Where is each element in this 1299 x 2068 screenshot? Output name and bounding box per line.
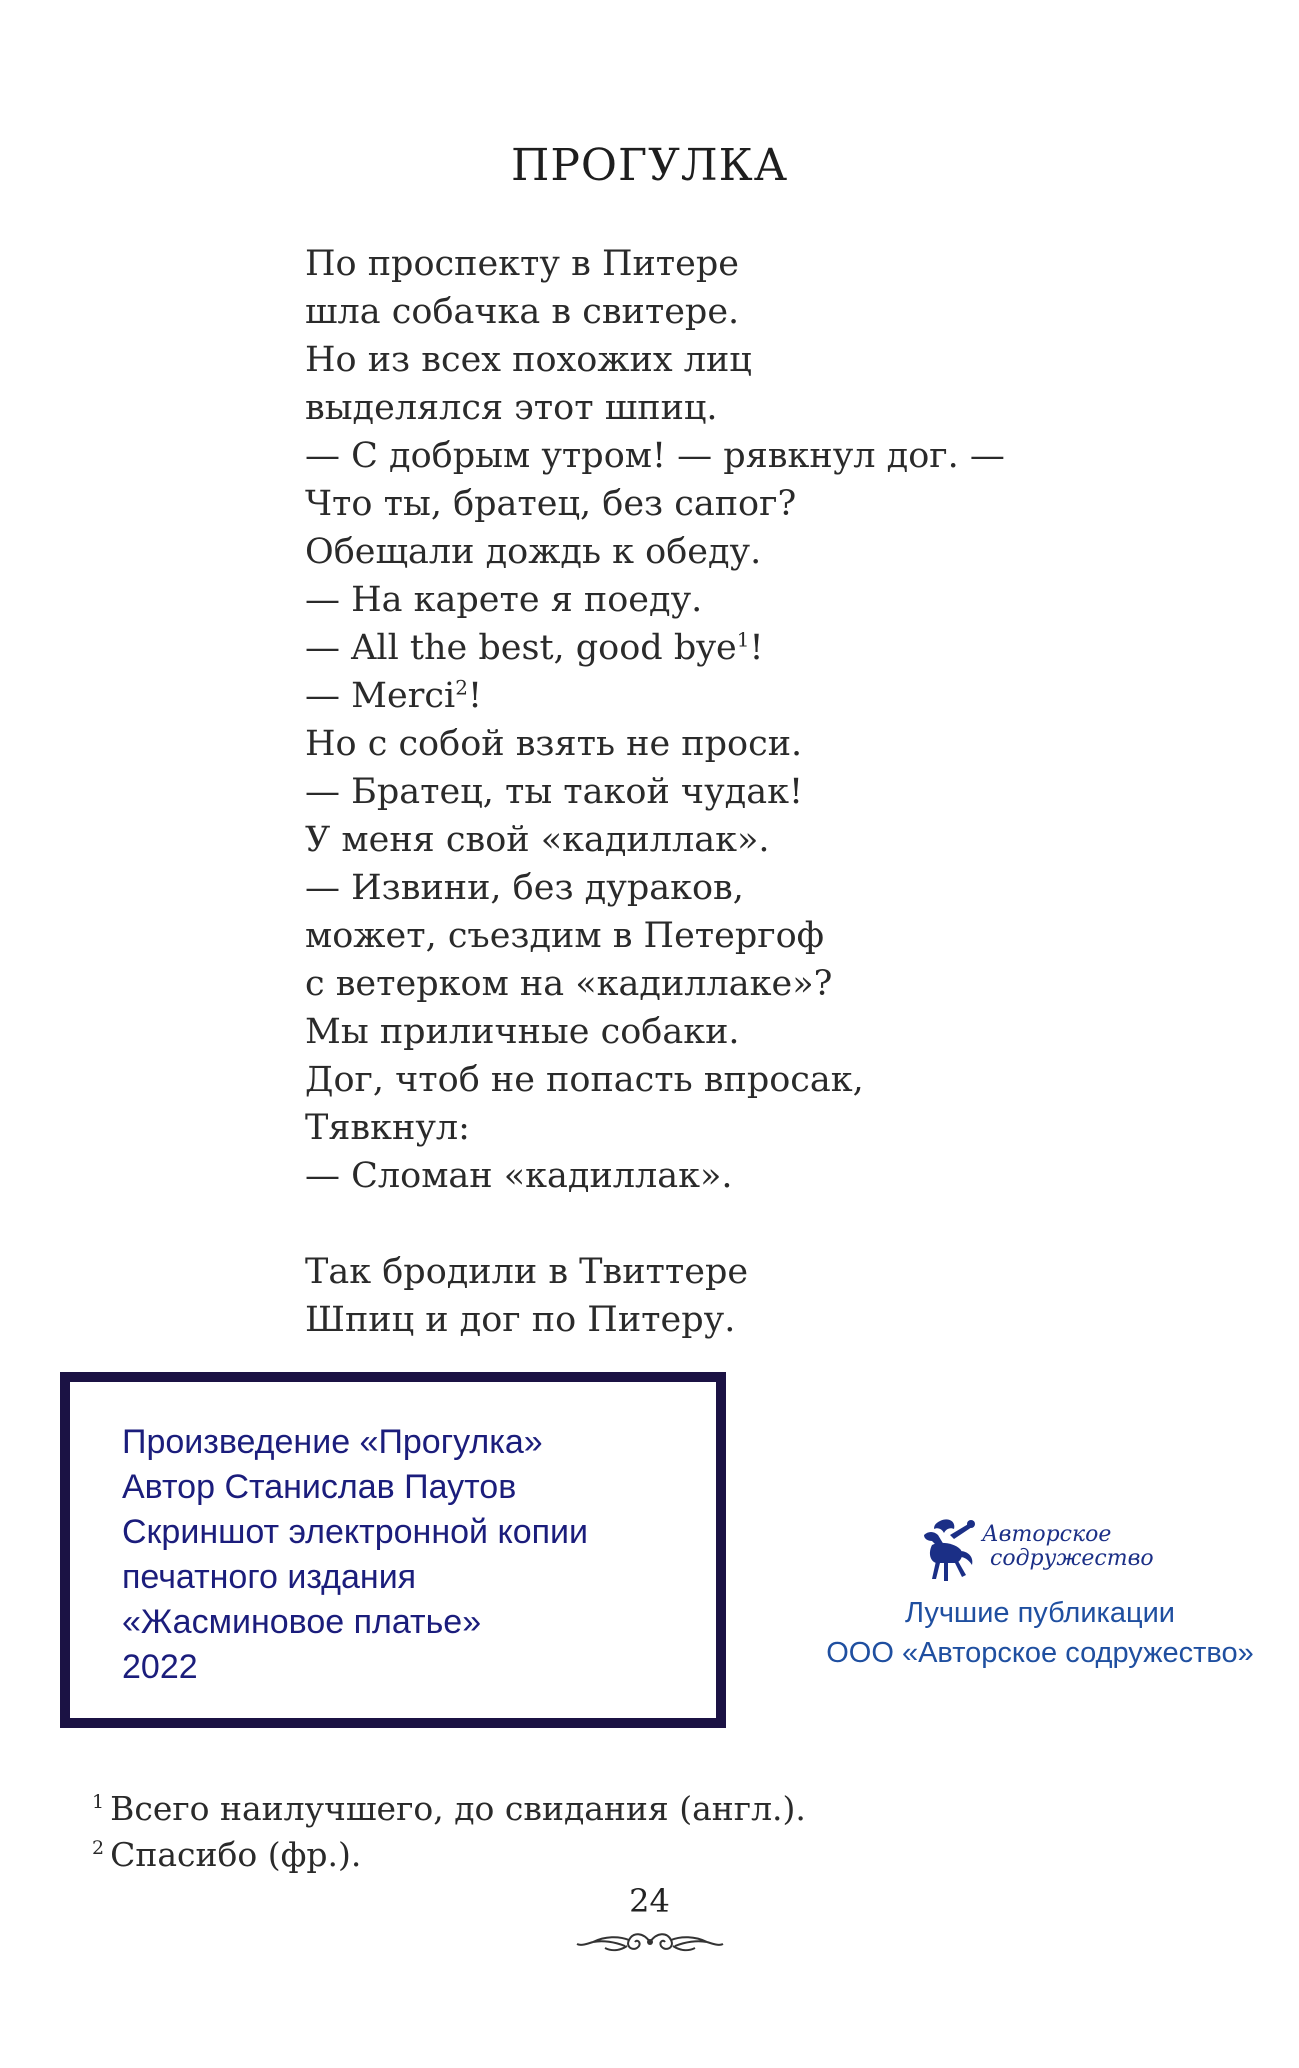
credit-screenshot-note: Скриншот электронной копии <box>122 1513 589 1551</box>
poem-line-text: — All the best, good bye <box>305 628 737 668</box>
poem-line: Шпиц и дог по Питеру. <box>305 1300 736 1340</box>
credit-author: Автор Станислав Паутов <box>122 1468 517 1506</box>
poem-line: Дог, чтоб не попасть впросак, <box>305 1060 864 1100</box>
poem-line: Что ты, братец, без сапог? <box>305 484 797 524</box>
logo-text-line: содружество <box>990 1546 1154 1571</box>
publisher-logo[interactable] <box>910 1515 1170 1587</box>
poem-line: — С добрым утром! — рявкнул дог. — <box>305 436 1005 476</box>
poem-line: выделялся этот шпиц. <box>305 388 718 428</box>
poem-body <box>305 240 1205 1344</box>
poem-line-text: — Merci <box>305 676 456 716</box>
poem-line-tail: ! <box>749 628 764 668</box>
poem-line: с ветерком на «кадиллаке»? <box>305 964 833 1004</box>
poem-line: По проспекту в Питере <box>305 244 739 284</box>
poem-line: Но из всех похожих лиц <box>305 340 752 380</box>
poem-line: — Извини, без дураков, <box>305 868 744 908</box>
page-number: 24 <box>629 1882 670 1920</box>
poem-line: — На карете я поеду. <box>305 580 703 620</box>
footnote-text: Всего наилучшего, до свидания (англ.). <box>110 1789 806 1828</box>
footnote-item <box>92 1832 1192 1878</box>
poem-line: У меня свой «кадиллак». <box>305 820 770 860</box>
footnote-number: 1 <box>92 1791 105 1813</box>
publisher-logo-text <box>982 1523 1154 1571</box>
publisher-name: ООО «Авторское содружество» <box>826 1637 1254 1669</box>
credit-edition-note: печатного издания <box>122 1558 417 1596</box>
poem-title: ПРОГУЛКА <box>510 140 789 191</box>
stanza-break <box>305 1200 1205 1248</box>
poem-line: шла собачка в свитере. <box>305 292 740 332</box>
credit-book-title: «Жасминовое платье» <box>122 1603 482 1641</box>
poem-line: Так бродили в Твиттере <box>305 1252 749 1292</box>
poem-line-with-footnote-1 <box>305 624 1205 672</box>
poem-line: Тявкнул: <box>305 1108 470 1148</box>
footnote-number: 2 <box>92 1837 105 1859</box>
poem-line-with-footnote-2 <box>305 672 1205 720</box>
credit-work-title: Произведение «Прогулка» <box>122 1423 543 1461</box>
credit-box <box>60 1372 726 1728</box>
poem-line: Но с собой взять не проси. <box>305 724 803 764</box>
logo-text-line: Авторское <box>982 1522 1112 1547</box>
footnote-marker[interactable]: 2 <box>455 675 468 700</box>
footnote-item <box>92 1786 1192 1832</box>
poem-line: Обещали дождь к обеду. <box>305 532 762 572</box>
poem-line-tail: ! <box>467 676 483 716</box>
publisher-tagline: Лучшие публикации <box>904 1597 1176 1629</box>
footnote-marker[interactable]: 1 <box>736 627 750 652</box>
flourish-ornament-icon <box>575 1926 725 1958</box>
poem-line: — Братец, ты такой чудак! <box>305 772 804 812</box>
publisher-block <box>790 1515 1290 1673</box>
pegasus-trumpet-icon <box>910 1515 982 1587</box>
poem-line: Мы приличные собаки. <box>305 1012 740 1052</box>
poem-line: может, съездим в Петергоф <box>305 916 825 956</box>
footnotes <box>92 1786 1192 1878</box>
footnote-text: Спасибо (фр.). <box>110 1835 362 1874</box>
credit-year: 2022 <box>122 1648 198 1686</box>
poem-line: — Сломан «кадиллак». <box>305 1156 733 1196</box>
